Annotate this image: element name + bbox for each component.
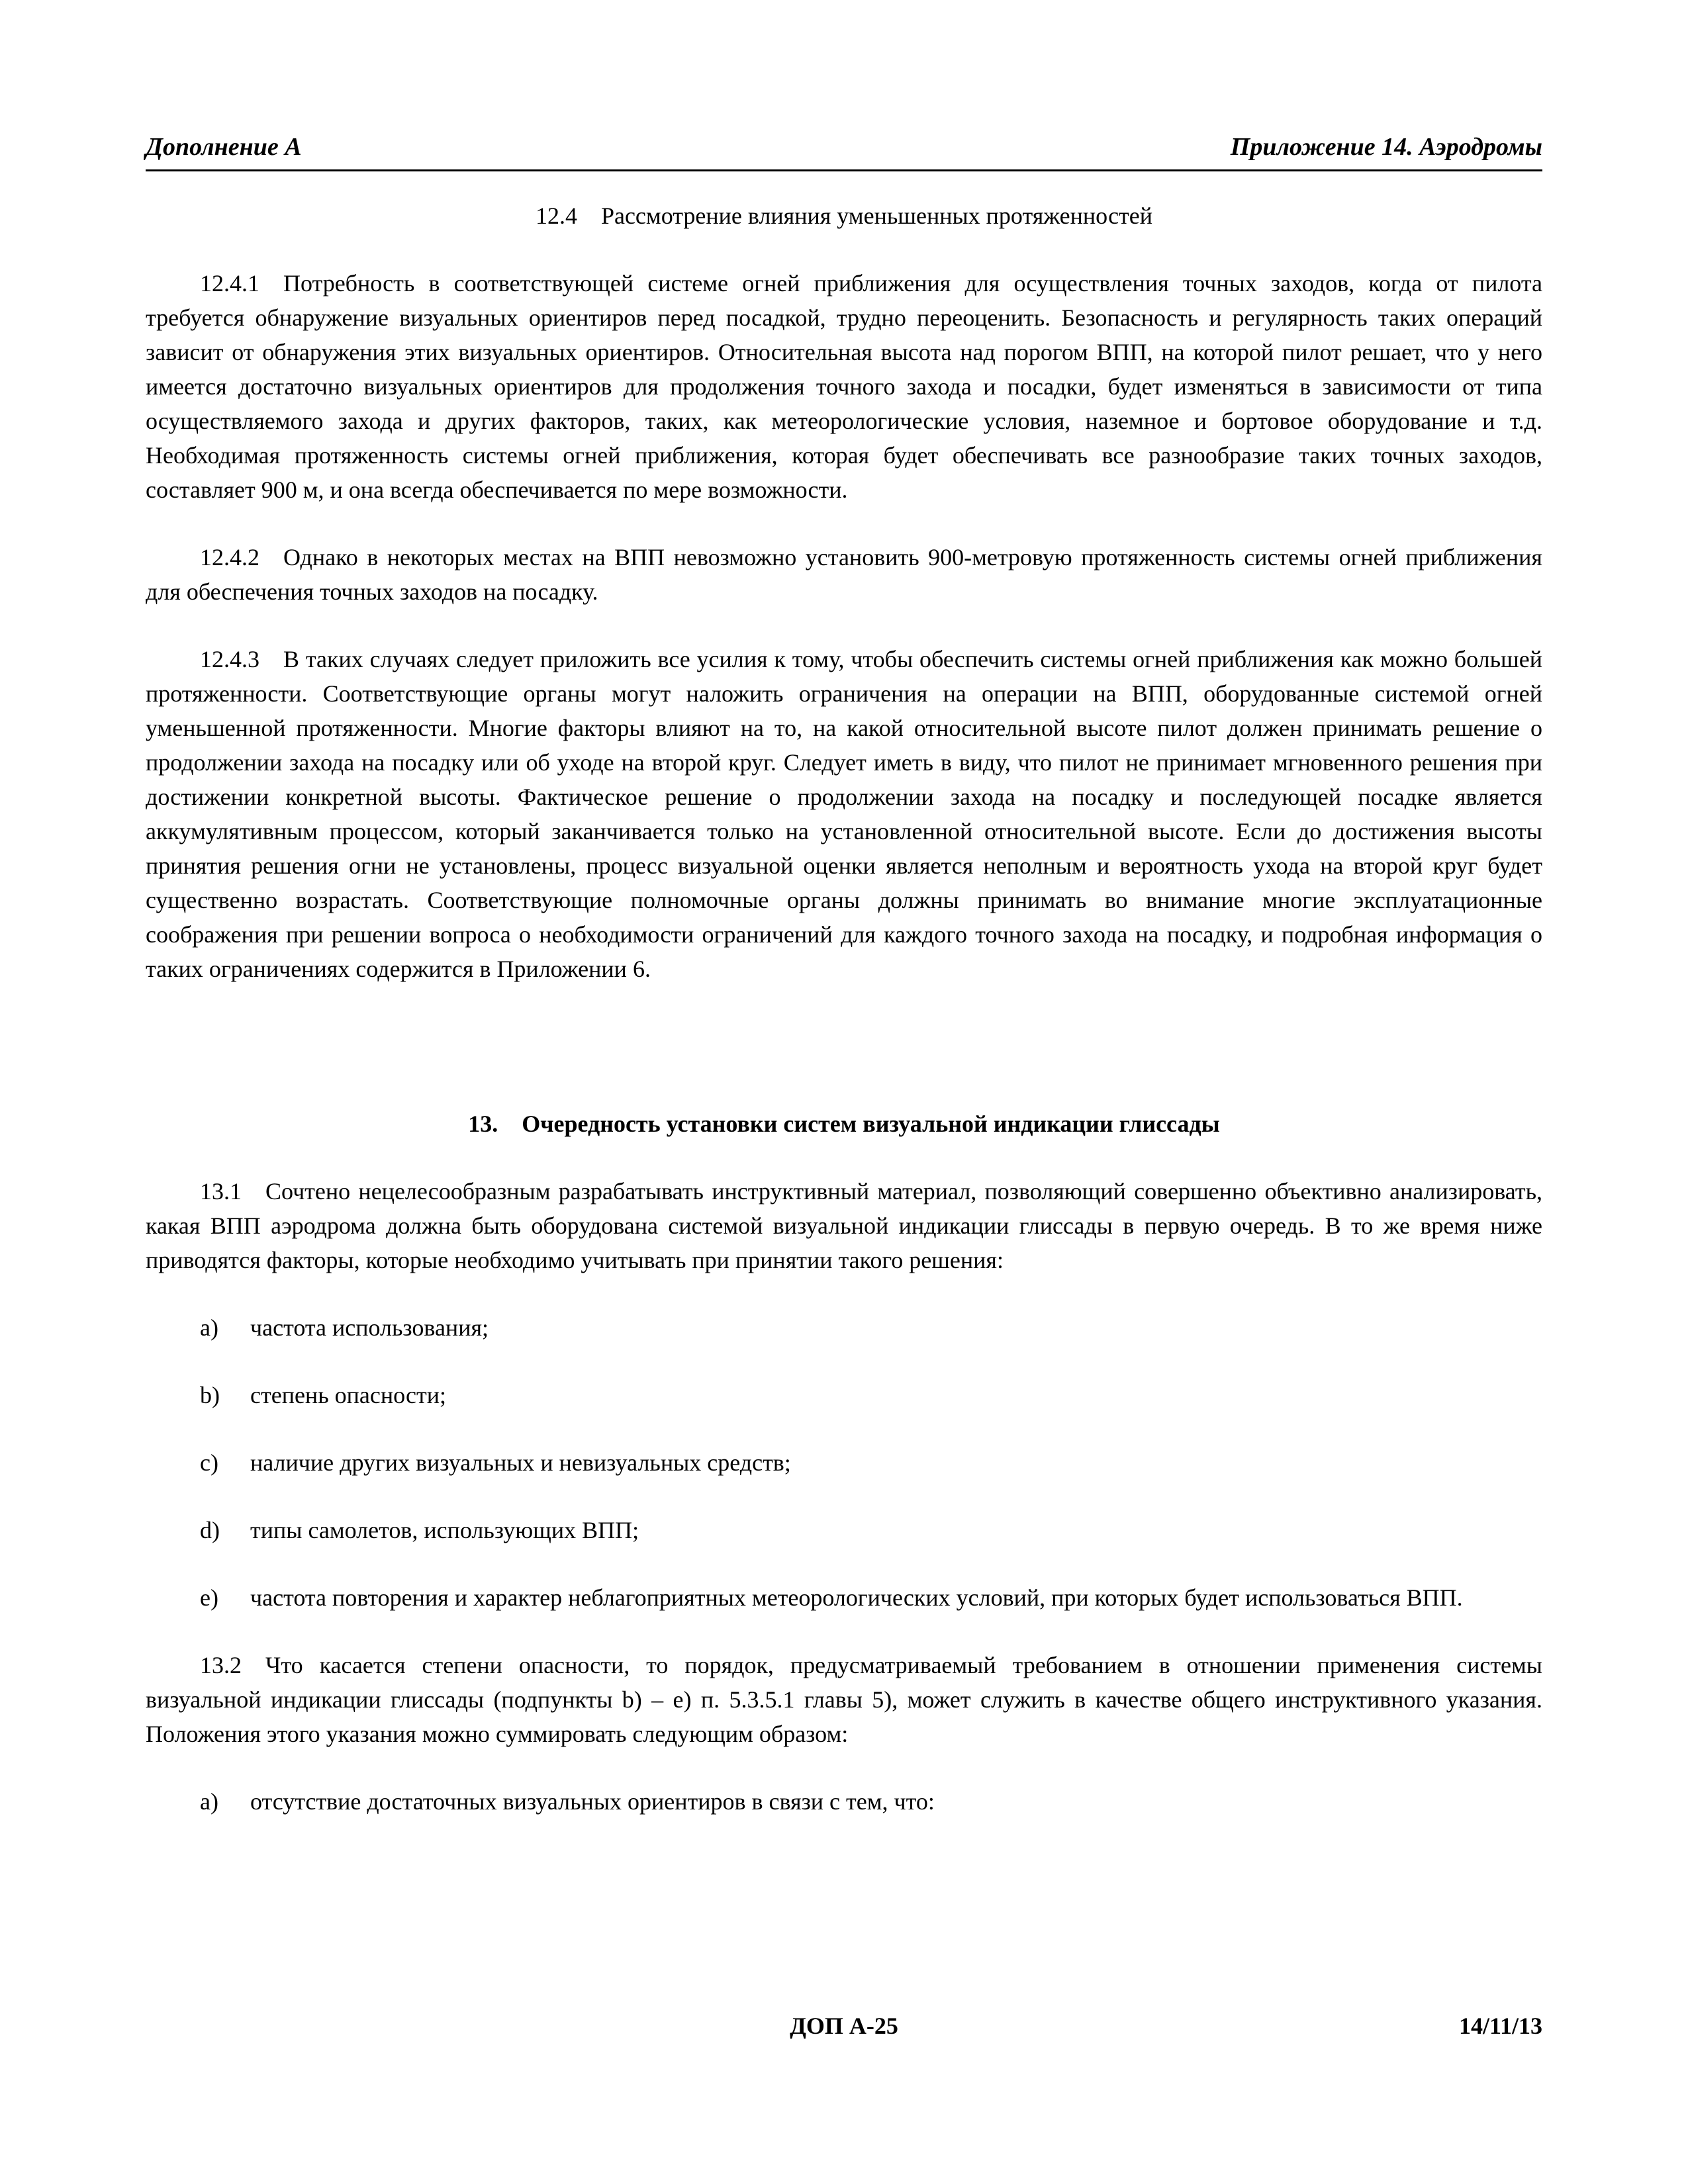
list-item: [146, 1580, 1542, 1615]
section-number: 13.: [468, 1111, 498, 1137]
subsection-number: 12.4: [535, 203, 577, 229]
paragraph-text: Однако в некоторых местах на ВПП невозможно установить 900-метровую протяженность системы огней приближения для обеспечения точных заходов на посадку.: [146, 544, 1542, 605]
paragraph-number: 12.4.2: [200, 544, 259, 570]
list-marker: d): [200, 1517, 220, 1543]
paragraph-number: 13.1: [200, 1178, 242, 1205]
paragraph-12-4-1: [146, 266, 1542, 507]
subsection-heading-12-4: [146, 199, 1542, 233]
list-marker: e): [200, 1584, 218, 1611]
paragraph-number: 12.4.1: [200, 270, 259, 296]
section-spacer: [146, 1019, 1542, 1107]
paragraph-number: 13.2: [200, 1652, 242, 1678]
paragraph-13-2: [146, 1648, 1542, 1751]
list-item: [146, 1310, 1542, 1345]
header-left: Дополнение А: [146, 133, 302, 161]
paragraph-text: В таких случаях следует приложить все усилия к тому, чтобы обеспечить системы огней приближения как можно большей протяженности. Соответствующие органы могут наложить ограничения на операции на ВПП, оборудованные системой огней уменьшенной протяженности. Многие факторы влияют на то, на какой относительной высоте пилот должен принимать решение о продолжении захода на посадку или об уходе на второй круг. Следует иметь в виду, что пилот не принимает мгновенного решения при достижении конкретной высоты. Фактическое решение о продолжении захода на посадку и последующей посадке является аккумулятивным процессом, который заканчивается только на установленной относительной высоте. Если до достижения высоты принятия решения огни не установлены, процесс визуальной оценки является неполным и вероятность ухода на второй круг будет существенно возрастать. Соответствующие полномочные органы должны принимать во внимание многие эксплуатационные соображения при решении вопроса о необходимости ограничений для каждого точного захода на посадку, и подробная информация о таких ограничениях содержится в Приложении 6.: [146, 646, 1542, 982]
page-body: [146, 199, 1542, 1852]
list-marker: a): [200, 1788, 218, 1815]
paragraph-number: 12.4.3: [200, 646, 259, 672]
page-footer: [146, 2012, 1542, 2045]
paragraph-13-1: [146, 1174, 1542, 1277]
paragraph-text: Сочтено нецелесообразным разрабатывать инструктивный материал, позволяющий совершенно объективно анализировать, какая ВПП аэродрома должна быть оборудована системой визуальной индикации глиссады в первую очередь. В то же время ниже приводятся факторы, которые необходимо учитывать при принятии такого решения:: [146, 1178, 1542, 1273]
list-item: [146, 1378, 1542, 1412]
paragraph-text: Потребность в соответствующей системе огней приближения для осуществления точных заходов, когда от пилота требуется обнаружение визуальных ориентиров перед посадкой, трудно переоценить. Безопасность и регулярность таких операций зависит от обнаружения этих визуальных ориентиров. Относительная высота над порогом ВПП, на которой пилот решает, что у него имеется достаточно визуальных ориентиров для продолжения точного захода и посадки, будет изменяться в зависимости от типа осуществляемого захода и других факторов, таких, как метеорологические условия, наземное и бортовое оборудование и т.д. Необходимая протяженность системы огней приближения, которая будет обеспечивать все разнообразие таких точных заходов, составляет 900 м, и она всегда обеспечивается по мере возможности.: [146, 270, 1542, 503]
list-text: частота использования;: [250, 1314, 489, 1341]
list-text: частота повторения и характер неблагоприятных метеорологических условий, при которых будет использоваться ВПП.: [250, 1584, 1463, 1611]
running-header: [146, 132, 1542, 171]
list-text: наличие других визуальных и невизуальных средств;: [250, 1449, 791, 1476]
list-item: [146, 1445, 1542, 1480]
subsection-title: Рассмотрение влияния уменьшенных протяженностей: [600, 203, 1153, 229]
paragraph-12-4-3: [146, 642, 1542, 986]
list-item: [146, 1513, 1542, 1547]
paragraph-12-4-2: [146, 540, 1542, 609]
section-title: Очередность установки систем визуальной индикации глиссады: [522, 1111, 1220, 1137]
list-text: типы самолетов, использующих ВПП;: [250, 1517, 639, 1543]
list-marker: c): [200, 1449, 218, 1476]
list-text: отсутствие достаточных визуальных ориентиров в связи с тем, что:: [250, 1788, 935, 1815]
page-number: ДОП А-25: [790, 2013, 898, 2039]
list-marker: a): [200, 1314, 218, 1341]
paragraph-text: Что касается степени опасности, то порядок, предусматриваемый требованием в отношении применения системы визуальной индикации глиссады (подпункты b) – e) п. 5.3.5.1 главы 5), может служить в качестве общего инструктивного указания. Положения этого указания можно суммировать следующим образом:: [146, 1652, 1542, 1747]
list-marker: b): [200, 1382, 220, 1408]
header-right: Приложение 14. Аэродромы: [1230, 133, 1542, 161]
section-heading-13: [146, 1107, 1542, 1141]
list-item: [146, 1784, 1542, 1819]
footer-date: 14/11/13: [1458, 2013, 1542, 2039]
list-text: степень опасности;: [250, 1382, 446, 1408]
